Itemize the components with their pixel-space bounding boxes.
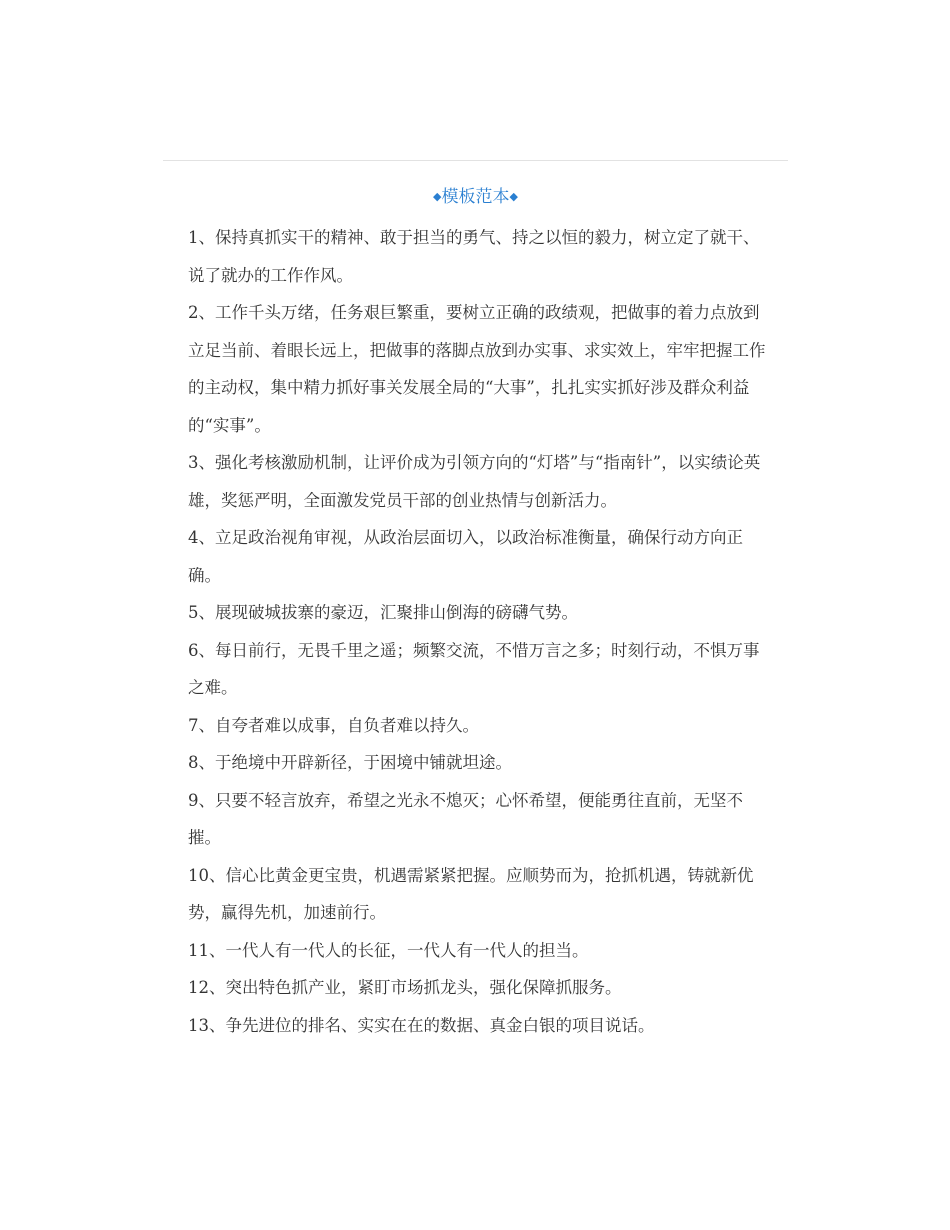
header-divider bbox=[163, 160, 788, 161]
list-item: 12、突出特色抓产业，紧盯市场抓龙头，强化保障抓服务。 bbox=[188, 978, 622, 997]
list-item: 6、每日前行，无畏千里之遥；频繁交流，不惜万言之多；时刻行动，不惧万事之难。 bbox=[188, 640, 760, 697]
list-item: 2、工作千头万绪，任务艰巨繁重，要树立正确的政绩观，把做事的着力点放到立足当前、着眼长远上，把做事的落脚点放到办实事、求实效上，牢牢把握工作的主动权，集中精力抓好事关发展全局的“大事”，扎扎实实抓好涉及群众利益的“实事”。 bbox=[188, 303, 766, 435]
list-item: 11、一代人有一代人的长征，一代人有一代人的担当。 bbox=[188, 940, 589, 960]
diamond-icon: ◆ bbox=[433, 190, 442, 203]
list-item: 1、保持真抓实干的精神、敢于担当的勇气、持之以恒的毅力，树立定了就干、说了就办的工作作风。 bbox=[188, 228, 760, 285]
document-body bbox=[188, 219, 773, 1044]
diamond-icon: ◆ bbox=[509, 190, 518, 203]
list-item: 8、于绝境中开辟新径，于困境中铺就坦途。 bbox=[188, 753, 512, 772]
document-title bbox=[163, 184, 788, 210]
list-item: 4、立足政治视角审视，从政治层面切入，以政治标准衡量，确保行动方向正确。 bbox=[188, 528, 743, 585]
list-item: 3、强化考核激励机制，让评价成为引领方向的“灯塔”与“指南针”，以实绩论英雄，奖惩严明，全面激发党员干部的创业热情与创新活力。 bbox=[188, 453, 761, 510]
title-text: 模板范本 bbox=[441, 187, 510, 207]
list-item: 13、争先进位的排名、实实在在的数据、真金白银的项目说话。 bbox=[188, 1015, 655, 1035]
list-item: 5、展现破城拔寨的豪迈，汇聚排山倒海的磅礴气势。 bbox=[188, 603, 578, 622]
list-item: 7、自夸者难以成事，自负者难以持久。 bbox=[188, 715, 479, 735]
list-item: 10、信心比黄金更宝贵，机遇需紧紧把握。应顺势而为，抢抓机遇，铸就新优势，赢得先机，加速前行。 bbox=[188, 865, 754, 922]
list-item: 9、只要不轻言放弃，希望之光永不熄灭；心怀希望，便能勇往直前，无坚不摧。 bbox=[188, 790, 743, 847]
